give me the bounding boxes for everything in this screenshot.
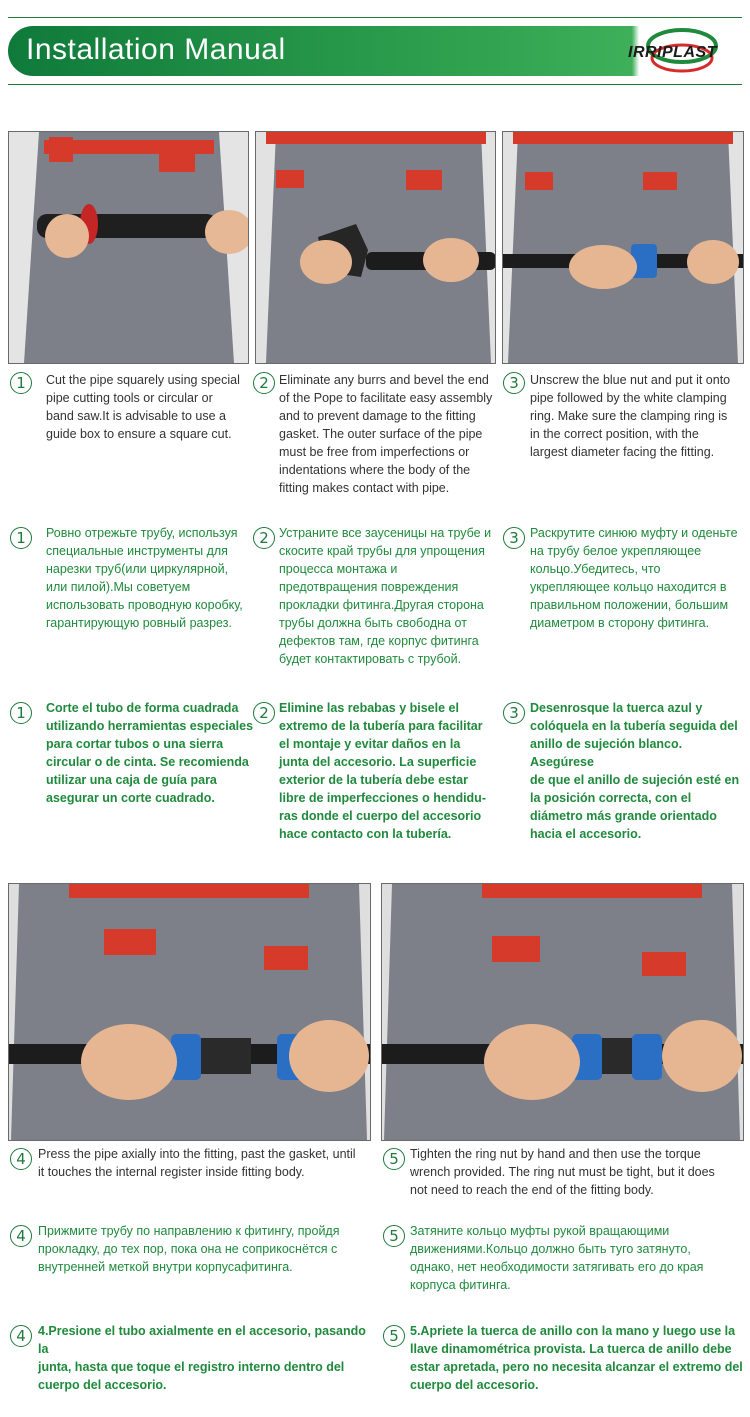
logo-text: IRRIPLAST [628, 44, 717, 61]
step-5-number-ru: 5 [383, 1225, 405, 1247]
step-1-number: 1 [10, 372, 32, 394]
header-bottom-line [8, 84, 742, 85]
step-5-text-en: Tighten the ring nut by hand and then use the torque wrench provided. The ring nut must be tight, but it does not need to reach the end of the fitting body. [410, 1147, 715, 1197]
photo-inserting-pipe [8, 883, 371, 1141]
step-4-number-ru: 4 [10, 1225, 32, 1247]
step-2-text-en: Eliminate any burrs and bevel the end of the Pope to facilitate easy assembly and to prevent damage to the fitting gasket. The outer surface of the pipe must be free from imperfections or indentations where the body of the fitting makes contact with pipe. [279, 373, 493, 495]
step-4-number: 4 [10, 1148, 32, 1170]
step-1-text-es: Corte el tubo de forma cuadrada utilizando herramientas especiales para cortar tubos o una sierra circular o de cinta. Se recomienda utilizar una caja de guía para asegurar un corte cuadrado. [46, 701, 254, 805]
step-5-text-es: 5.Apriete la tuerca de anillo con la mano y luego use la llave dinamométrica provista. La tuerca de anillo debe estar apretada, pero no necesita alcanzar el extremo del cuerpo del accesorio. [410, 1324, 743, 1392]
step-4-number-es: 4 [10, 1325, 32, 1347]
step-3-text-en: Unscrew the blue nut and put it onto pipe followed by the white clamping ring. Make sure the clamping ring is in the correct position, with the largest diameter facing the fitting. [530, 373, 731, 459]
step-4-text-es: 4.Presione el tubo axialmente en el accesorio, pasando la junta, hasta que toque el registro interno dentro del cuerpo del accesorio. [38, 1324, 366, 1392]
step-2-text-ru: Устраните все заусеницы на трубе и скосите край трубы для упрощения процесса монтажа и предотвращения повреждения прокладки фитинга.Другая сторона трубы должна быть свободна от дефектов там, где корпус фитинга будет контактировать с трубой. [279, 526, 492, 666]
step-3-number-ru: 3 [503, 527, 525, 549]
step-4-text-ru: Прижмите трубу по направлению к фитингу, пройдя прокладку, до тех пор, пока она не соприкоснётся с внутренней меткой внутри корпусафитинга. [38, 1224, 340, 1274]
step-5-number: 5 [383, 1148, 405, 1170]
photo-placing-nut-and-ring [502, 131, 744, 364]
step-3-text-ru: Раскрутите синюю муфту и оденьте на трубу белое укрепляющее кольцо.Убедитесь, что укрепляющее кольцо находится в правильном положении, большим диаметром в сторону фитинга. [530, 526, 738, 630]
header-top-line [8, 17, 742, 18]
step-3-number-es: 3 [503, 702, 525, 724]
step-4-text-en: Press the pipe axially into the fitting, past the gasket, until it touches the internal register inside fitting body. [38, 1147, 356, 1179]
step-2-number-ru: 2 [253, 527, 275, 549]
step-1-text-en: Cut the pipe squarely using special pipe cutting tools or circular or band saw.It is advisable to use a guide box to ensure a square cut. [46, 373, 240, 441]
step-2-number-es: 2 [253, 702, 275, 724]
page-title: Installation Manual [26, 33, 286, 66]
step-2-number: 2 [253, 372, 275, 394]
photo-cutting-pipe [8, 131, 249, 364]
step-5-number-es: 5 [383, 1325, 405, 1347]
step-2-text-es: Elimine las rebabas y bisele el extremo de la tubería para facilitar el montaje y evitar daños en la junta del accesorio. La superficie exterior de la tubería debe estar libre de imperfecciones o hendidu- ras donde el cuerpo del accesorio hace contacto con la tubería. [279, 701, 486, 841]
photo-tightening-ring-nut [381, 883, 744, 1141]
step-3-number: 3 [503, 372, 525, 394]
photo-beveling-pipe [255, 131, 496, 364]
step-3-text-es: Desenrosque la tuerca azul y colóquela en la tubería seguida del anillo de sujeción blanco. Asegúrese de que el anillo de sujeción esté en la posición correcta, con el diámetro más grande orientado hacia el accesorio. [530, 701, 740, 841]
step-1-text-ru: Ровно отрежьте трубу, используя специальные инструменты для нарезки труб(или циркулярной, или пилой).Мы советуем использовать проводную коробку, гарантирующую ровный разрез. [46, 526, 243, 630]
step-1-number-es: 1 [10, 702, 32, 724]
step-5-text-ru: Затяните кольцо муфты рукой вращающими движениями.Кольцо должно быть туго затянуто, однако, нет необходимости затягивать его до края корпуса фитинга. [410, 1224, 704, 1292]
step-1-number-ru: 1 [10, 527, 32, 549]
